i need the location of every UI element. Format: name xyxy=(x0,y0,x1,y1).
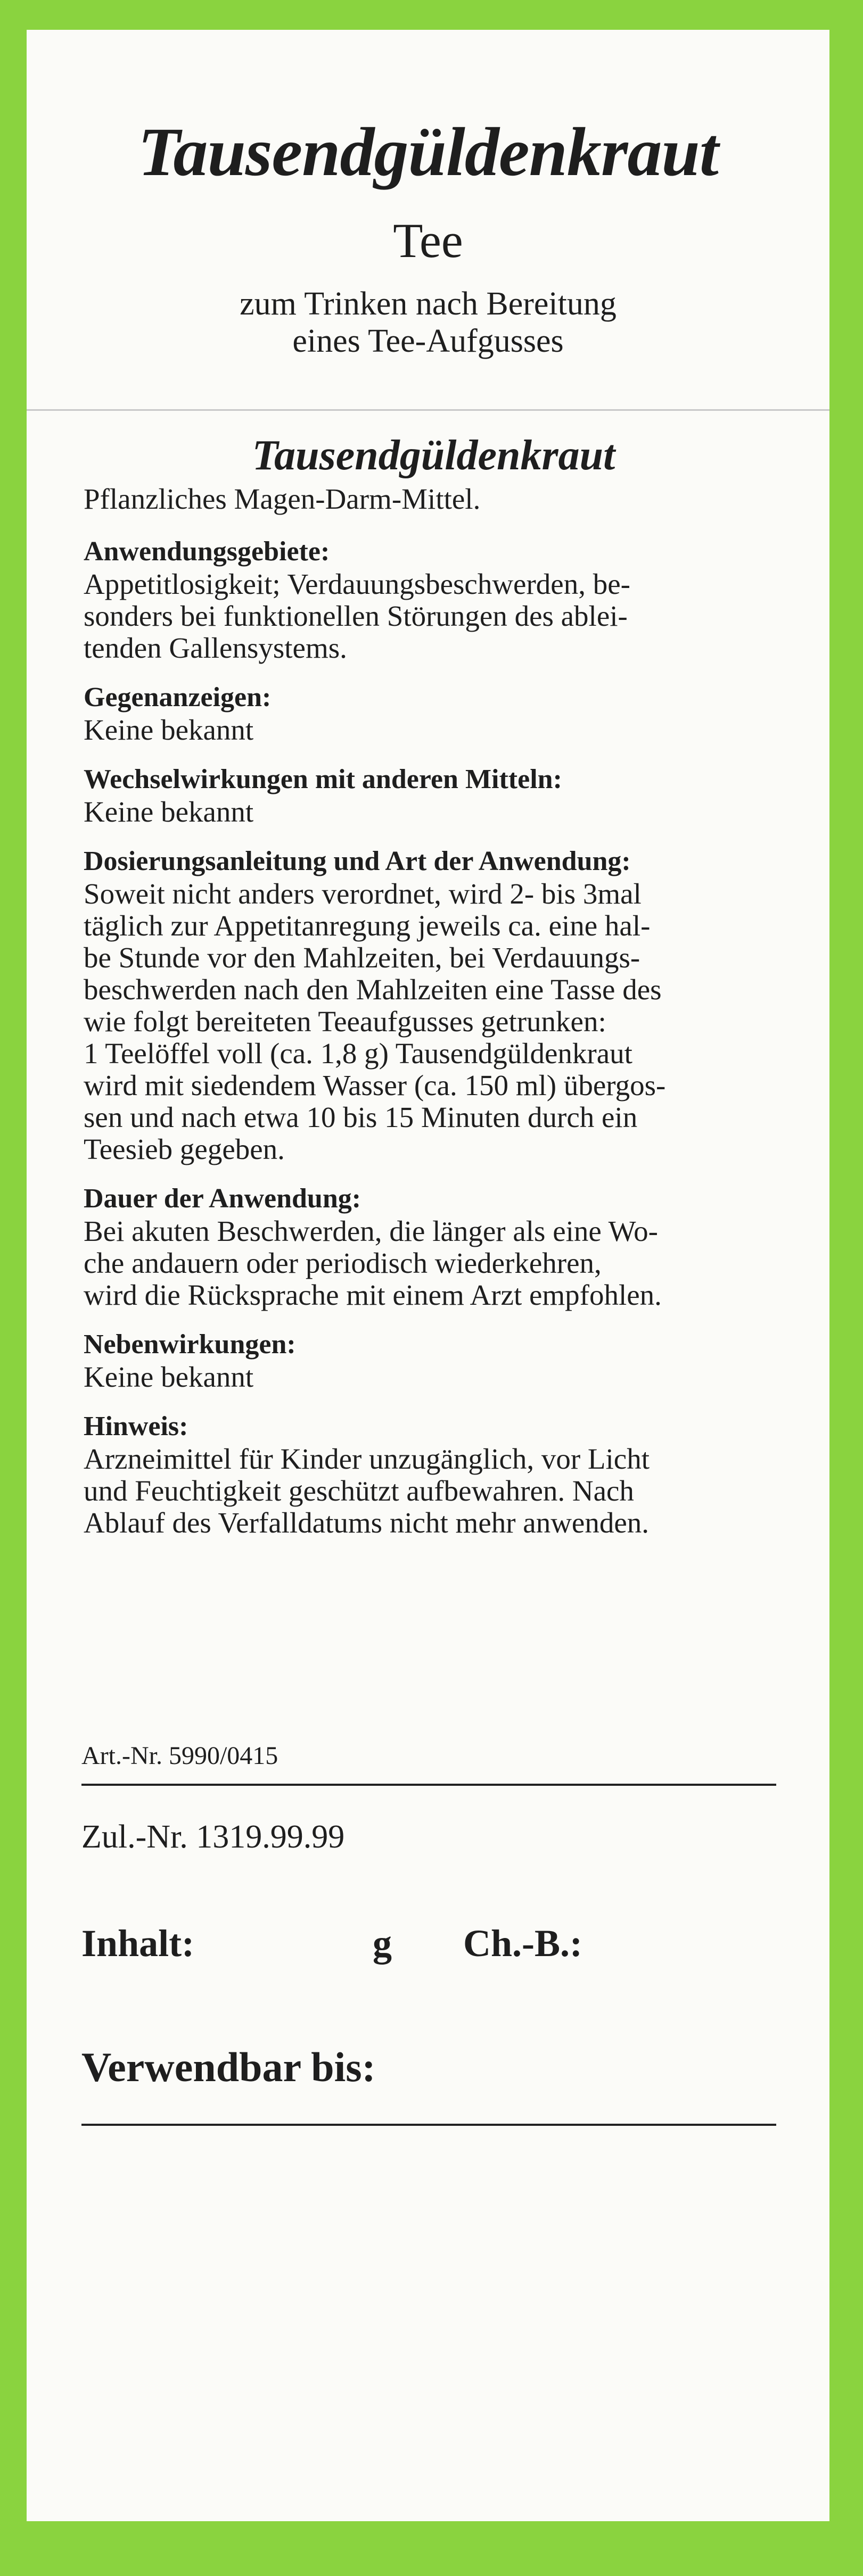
section-text-line: wird mit siedendem Wasser (ca. 150 ml) übergos- xyxy=(84,1069,666,1101)
label-header xyxy=(27,30,829,411)
section-text xyxy=(84,796,784,828)
section-text xyxy=(84,568,784,664)
section-text-line: Appetitlosigkeit; Verdauungsbeschwerden, be- xyxy=(84,568,630,600)
product-type: Tee xyxy=(393,213,463,268)
section-text-line: und Feuchtigkeit geschützt aufbewahren. Nach xyxy=(84,1475,634,1507)
tea-label xyxy=(27,30,829,2521)
divider-line xyxy=(81,1784,776,1786)
leaflet-section xyxy=(84,1182,784,1311)
expiry-label: Verwendbar bis: xyxy=(81,2044,376,2090)
leaflet-title: Tausendgüldenkraut xyxy=(252,432,615,479)
section-text-line: Soweit nicht anders verordnet, wird 2- bis 3mal xyxy=(84,877,642,910)
batch-label: Ch.-B.: xyxy=(463,1922,583,1965)
leaflet-body xyxy=(84,434,784,1556)
section-text-line: sonders bei funktionellen Störungen des ablei- xyxy=(84,600,628,632)
section-text xyxy=(84,1361,784,1393)
expiry-line xyxy=(81,2124,776,2126)
section-text-line: che andauern oder periodisch wiederkehren, xyxy=(84,1247,602,1279)
section-text-line: 1 Teelöffel voll (ca. 1,8 g) Tausendgüldenkraut xyxy=(84,1037,632,1070)
section-heading: Anwendungsgebiete: xyxy=(84,536,330,567)
section-text-line: täglich zur Appetitanregung jeweils ca. eine hal- xyxy=(84,909,651,942)
leaflet-section xyxy=(84,681,784,746)
section-text-line: Arzneimittel für Kinder unzugänglich, vor Licht xyxy=(84,1443,650,1475)
leaflet-section xyxy=(84,535,784,664)
preparation-note-line-2: eines Tee-Aufgusses xyxy=(292,323,564,359)
leaflet-section xyxy=(84,763,784,828)
section-text-line: tenden Gallensystems. xyxy=(84,632,347,664)
section-text-line: Teesieb gegeben. xyxy=(84,1133,285,1165)
section-text xyxy=(84,714,784,746)
section-text-line: Keine bekannt xyxy=(84,796,254,828)
section-text-line: Keine bekannt xyxy=(84,714,254,746)
section-text-line: Ablauf des Verfalldatums nicht mehr anwenden. xyxy=(84,1506,649,1539)
section-heading: Dosierungsanleitung und Art der Anwendung: xyxy=(84,846,631,876)
leaflet-section xyxy=(84,1410,784,1539)
content-label: Inhalt: xyxy=(81,1922,195,1965)
section-heading: Nebenwirkungen: xyxy=(84,1329,296,1360)
section-heading: Wechselwirkungen mit anderen Mitteln: xyxy=(84,764,562,794)
leaflet-intro: Pflanzliches Magen-Darm-Mittel. xyxy=(84,483,481,515)
section-text-line: Keine bekannt xyxy=(84,1361,254,1393)
section-text-line: sen und nach etwa 10 bis 15 Minuten durch ein xyxy=(84,1101,638,1133)
preparation-note xyxy=(27,285,829,360)
article-number: Art.-Nr. 5990/0415 xyxy=(81,1742,278,1770)
approval-number: Zul.-Nr. 1319.99.99 xyxy=(81,1819,345,1855)
section-text-line: beschwerden nach den Mahlzeiten eine Tasse des xyxy=(84,973,662,1006)
section-heading: Gegenanzeigen: xyxy=(84,682,272,713)
section-text xyxy=(84,1215,784,1311)
section-text-line: Bei akuten Beschwerden, die länger als eine Wo- xyxy=(84,1215,658,1247)
section-text-line: be Stunde vor den Mahlzeiten, bei Verdauungs- xyxy=(84,941,640,974)
section-text xyxy=(84,1443,784,1539)
product-title: Tausendgüldenkraut xyxy=(138,114,718,190)
content-unit: g xyxy=(373,1922,392,1965)
section-text-line: wie folgt bereiteten Teeaufgusses getrunken: xyxy=(84,1005,606,1038)
leaflet-sections xyxy=(84,535,784,1539)
leaflet-section xyxy=(84,845,784,1165)
section-text-line: wird die Rücksprache mit einem Arzt empfohlen. xyxy=(84,1279,662,1311)
section-heading: Dauer der Anwendung: xyxy=(84,1183,361,1214)
leaflet-section xyxy=(84,1328,784,1393)
section-text xyxy=(84,878,784,1165)
section-heading: Hinweis: xyxy=(84,1411,188,1442)
preparation-note-line-1: zum Trinken nach Bereitung xyxy=(240,286,617,322)
